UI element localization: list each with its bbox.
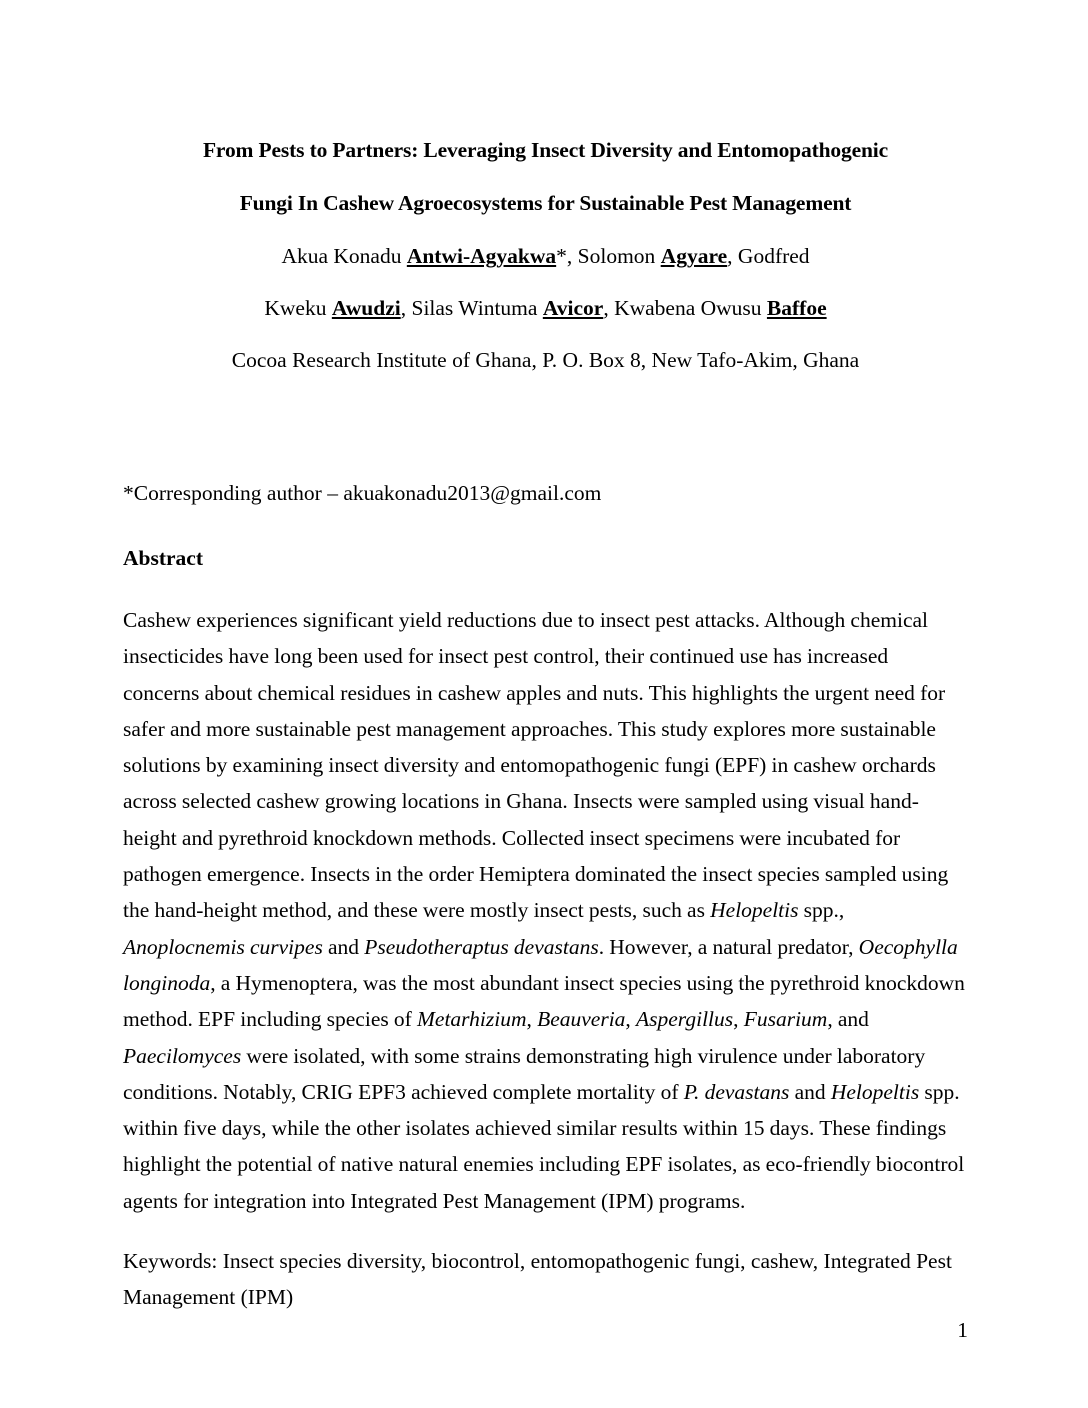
author-name-text: , Kwabena Owusu xyxy=(603,296,767,320)
species-name-metarhizium: Metarhizium xyxy=(417,1007,527,1032)
abstract-text: and xyxy=(322,934,365,959)
species-name-paecilomyces: Paecilomyces xyxy=(123,1043,242,1068)
author-name-text: Kweku xyxy=(264,296,332,320)
author-name-text: Akua Konadu xyxy=(281,244,407,268)
species-name-pseudotheraptus-devastans: Pseudotheraptus devastans xyxy=(364,934,599,959)
paper-title-line-1: From Pests to Partners: Leveraging Insect Diversity and Entomopathogenic xyxy=(202,138,889,162)
author-surname-awudzi: Awudzi xyxy=(331,296,401,320)
author-name-text: *, Solomon xyxy=(556,244,661,268)
abstract-text: and xyxy=(789,1079,831,1104)
abstract-paragraph xyxy=(123,602,968,1219)
species-name-helopeltis: Helopeltis xyxy=(710,898,799,923)
species-name-fusarium: Fusarium xyxy=(743,1007,828,1032)
species-name-aspergillus: Aspergillus xyxy=(635,1007,734,1032)
keywords-paragraph: Keywords: Insect species diversity, biocontrol, entomopathogenic fungi, cashew, Integrated Pest Management (IPM) xyxy=(123,1249,952,1310)
abstract-text: Cashew experiences significant yield reductions due to insect pest attacks. Although chemical insecticides have long been used for insect pest control, their continued use has increased concerns about chemical residues in cashew apples and nuts. This highlights the urgent need for safer and more sustainable pest management approaches. This study explores more sustainable solutions by examining insect diversity and entomopathogenic fungi (EPF) in cashew orchards across selected cashew growing locations in Ghana. Insects were sampled using visual hand-height and pyrethroid knockdown methods. Collected insect specimens were incubated for pathogen emergence. Insects in the order Hemiptera dominated the insect species sampled using the hand-height method, and these were mostly insect pests, such as xyxy=(123,608,949,923)
abstract-heading: Abstract xyxy=(123,546,204,570)
species-name-beauveria: Beauveria xyxy=(537,1007,626,1032)
abstract-text: , xyxy=(625,1007,636,1032)
page-number: 1 xyxy=(957,1318,968,1342)
author-surname-avicor: Avicor xyxy=(542,296,604,320)
author-name-text: , Godfred xyxy=(727,244,810,268)
species-name-oecophylla-longinoda: Oecophylla longinoda xyxy=(123,934,958,995)
author-list-line-1 xyxy=(123,230,968,282)
author-list-line-2 xyxy=(123,282,968,334)
abstract-text: were isolated, with some strains demonstrating high virulence under laboratory conditions. Notably, CRIG EPF3 achieved complete mortality of xyxy=(123,1043,926,1104)
abstract-text: , xyxy=(733,1007,744,1032)
species-name-anoplocnemis-curvipes: Anoplocnemis curvipes xyxy=(123,934,323,959)
abstract-text: . However, a natural predator, xyxy=(598,934,859,959)
abstract-text: spp., xyxy=(798,898,845,923)
species-name-p-devastans: P. devastans xyxy=(683,1079,790,1104)
paper-title-line-2: Fungi In Cashew Agroecosystems for Sustainable Pest Management xyxy=(239,191,852,215)
abstract-text: , and xyxy=(827,1007,869,1032)
abstract-text: spp. within five days, while the other isolates achieved similar results within 15 days. These findings highlight the potential of native natural enemies including EPF isolates, as eco-friendly biocontrol agents for integration into Integrated Pest Management (IPM) programs. xyxy=(123,1079,965,1213)
species-name-helopeltis-2: Helopeltis xyxy=(830,1079,920,1104)
page-content xyxy=(123,0,968,1316)
author-surname-agyare: Agyare xyxy=(660,244,728,268)
author-affiliation: Cocoa Research Institute of Ghana, P. O. Box 8, New Tafo-Akim, Ghana xyxy=(231,348,860,372)
corresponding-author-line: *Corresponding author – akuakonadu2013@gmail.com xyxy=(123,481,602,505)
author-surname-baffoe: Baffoe xyxy=(766,296,827,320)
abstract-text: , a Hymenoptera, was the most abundant insect species using the pyrethroid knockdown method. EPF including species of xyxy=(123,970,965,1032)
author-name-text: , Silas Wintuma xyxy=(400,296,543,320)
abstract-text: , xyxy=(526,1007,538,1032)
author-surname-antwi-agyakwa: Antwi-Agyakwa xyxy=(406,244,557,268)
